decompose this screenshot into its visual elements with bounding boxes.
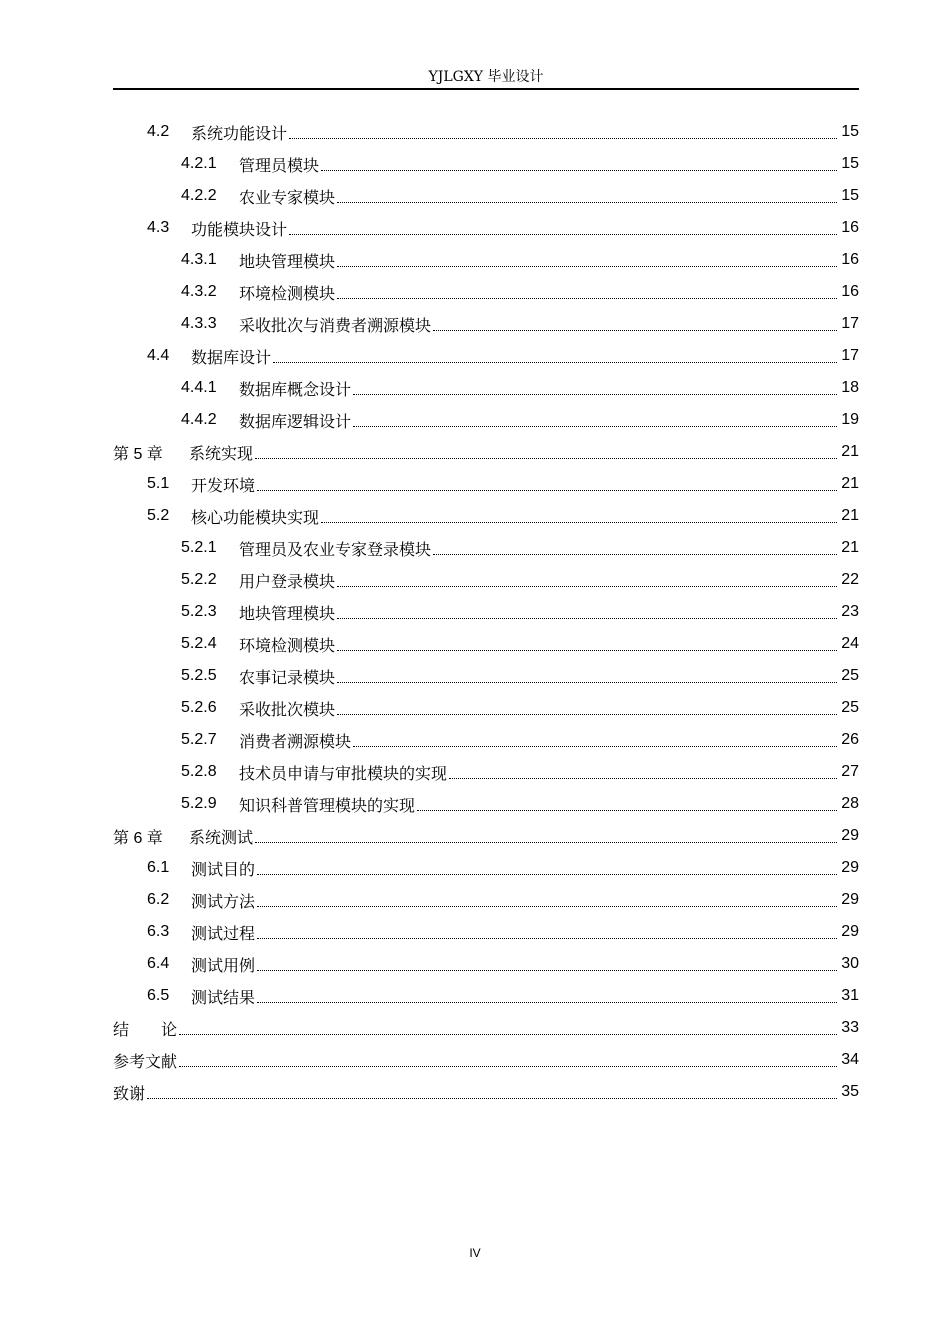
- toc-entry-page: 25: [841, 667, 859, 684]
- toc-entry-page: 17: [841, 347, 859, 364]
- toc-dot-leader: [147, 1098, 837, 1099]
- toc-entry-page: 34: [841, 1051, 859, 1068]
- toc-entry[interactable]: [113, 788, 859, 820]
- toc-entry[interactable]: [113, 244, 859, 276]
- toc-entry[interactable]: [113, 948, 859, 980]
- toc-entry[interactable]: [113, 276, 859, 308]
- page-header: YJLGXY 毕业设计: [113, 66, 859, 90]
- toc-dot-leader: [337, 202, 837, 203]
- toc-dot-leader: [433, 330, 837, 331]
- toc-dot-leader: [337, 650, 837, 651]
- toc-entry-title: 管理员及农业专家登录模块: [239, 539, 432, 559]
- toc-dot-leader: [257, 938, 837, 939]
- toc-entry-page: 33: [841, 1019, 859, 1036]
- toc-entry-number: 5.2.4: [181, 635, 217, 652]
- toc-entry-page: 16: [841, 283, 859, 300]
- toc-entry[interactable]: [113, 1044, 859, 1076]
- toc-entry-title: 系统测试: [189, 827, 254, 847]
- toc-entry-title: 测试目的: [191, 859, 256, 879]
- toc-entry-page: 22: [841, 571, 859, 588]
- toc-dot-leader: [273, 362, 837, 363]
- toc-entry-title: 系统实现: [189, 443, 254, 463]
- toc-entry[interactable]: [113, 468, 859, 500]
- toc-entry[interactable]: [113, 148, 859, 180]
- toc-entry-title: 消费者溯源模块: [239, 731, 352, 751]
- toc-entry-number: 6.2: [147, 891, 170, 908]
- toc-entry-title: 测试方法: [191, 891, 256, 911]
- toc-entry-page: 28: [841, 795, 859, 812]
- toc-entry[interactable]: [113, 660, 859, 692]
- toc-entry-number: 5.2.9: [181, 795, 217, 812]
- toc-entry-number: 5.2.1: [181, 539, 217, 556]
- toc-entry-number: 4.2: [147, 123, 170, 140]
- toc-entry-page: 18: [841, 379, 859, 396]
- toc-entry-title: 参考文献: [113, 1051, 178, 1071]
- toc-entry-page: 15: [841, 187, 859, 204]
- toc-entry-number: 第 5 章: [113, 445, 163, 463]
- toc-entry[interactable]: [113, 916, 859, 948]
- toc-entry-page: 23: [841, 603, 859, 620]
- toc-entry-title: 数据库设计: [191, 347, 272, 367]
- toc-entry-page: 29: [841, 923, 859, 940]
- toc-dot-leader: [449, 778, 837, 779]
- toc-dot-leader: [321, 522, 837, 523]
- toc-dot-leader: [353, 394, 837, 395]
- toc-dot-leader: [257, 874, 837, 875]
- toc-entry[interactable]: [113, 852, 859, 884]
- toc-entry-title: 知识科普管理模块的实现: [239, 795, 416, 815]
- toc-entry-title: 数据库逻辑设计: [239, 411, 352, 431]
- toc-entry-number: 6.1: [147, 859, 170, 876]
- toc-entry-page: 16: [841, 251, 859, 268]
- toc-entry-page: 15: [841, 123, 859, 140]
- toc-entry-title: 地块管理模块: [239, 251, 336, 271]
- toc-dot-leader: [337, 714, 837, 715]
- toc-dot-leader: [179, 1066, 837, 1067]
- toc-entry-title: 环境检测模块: [239, 635, 336, 655]
- toc-entry[interactable]: [113, 532, 859, 564]
- toc-entry-number: 4.3: [147, 219, 170, 236]
- toc-entry[interactable]: [113, 820, 859, 852]
- toc-entry-page: 29: [841, 827, 859, 844]
- toc-entry-number: 4.4.2: [181, 411, 217, 428]
- toc-entry[interactable]: [113, 500, 859, 532]
- toc-dot-leader: [321, 170, 837, 171]
- toc-entry-title: 功能模块设计: [191, 219, 288, 239]
- toc-entry-title: 核心功能模块实现: [191, 507, 320, 527]
- toc-dot-leader: [257, 970, 837, 971]
- toc-entry[interactable]: [113, 692, 859, 724]
- toc-entry-page: 25: [841, 699, 859, 716]
- toc-entry[interactable]: [113, 724, 859, 756]
- toc-entry-title: 技术员申请与审批模块的实现: [239, 763, 448, 783]
- toc-dot-leader: [337, 586, 837, 587]
- toc-dot-leader: [257, 490, 837, 491]
- toc-entry-number: 4.3.1: [181, 251, 217, 268]
- toc-dot-leader: [417, 810, 837, 811]
- toc-dot-leader: [257, 906, 837, 907]
- toc-entry-title: 测试结果: [191, 987, 256, 1007]
- toc-dot-leader: [353, 746, 837, 747]
- toc-entry-number: 4.4.1: [181, 379, 217, 396]
- toc-entry[interactable]: [113, 980, 859, 1012]
- toc-entry-page: 16: [841, 219, 859, 236]
- toc-entry[interactable]: [113, 180, 859, 212]
- toc-entry-title: 结 论: [113, 1019, 178, 1039]
- toc-entry-title: 农业专家模块: [239, 187, 336, 207]
- toc-entry[interactable]: [113, 212, 859, 244]
- toc-dot-leader: [255, 842, 837, 843]
- toc-dot-leader: [353, 426, 837, 427]
- toc-entry-title: 测试用例: [191, 955, 256, 975]
- toc-entry-number: 5.1: [147, 475, 170, 492]
- toc-entry[interactable]: [113, 404, 859, 436]
- toc-dot-leader: [255, 458, 837, 459]
- toc-entry-page: 29: [841, 859, 859, 876]
- toc-entry-page: 17: [841, 315, 859, 332]
- toc-entry-number: 6.5: [147, 987, 170, 1004]
- toc-entry-title: 致谢: [113, 1083, 146, 1103]
- toc-entry-number: 4.2.2: [181, 187, 217, 204]
- toc-entry[interactable]: [113, 596, 859, 628]
- toc-dot-leader: [337, 618, 837, 619]
- toc-entry[interactable]: [113, 436, 859, 468]
- toc-entry-number: 5.2.3: [181, 603, 217, 620]
- toc-entry-number: 4.3.2: [181, 283, 217, 300]
- toc-entry-title: 用户登录模块: [239, 571, 336, 591]
- toc-entry[interactable]: [113, 308, 859, 340]
- toc-dot-leader: [257, 1002, 837, 1003]
- toc-entry[interactable]: [113, 372, 859, 404]
- toc-entry[interactable]: [113, 884, 859, 916]
- toc-entry-page: 21: [841, 443, 859, 460]
- toc-entry-title: 数据库概念设计: [239, 379, 352, 399]
- toc-entry-page: 24: [841, 635, 859, 652]
- toc-entry-title: 管理员模块: [239, 155, 320, 175]
- toc-entry-number: 4.4: [147, 347, 170, 364]
- toc-entry-number: 5.2.5: [181, 667, 217, 684]
- toc-entry[interactable]: [113, 1076, 859, 1108]
- toc-entry-title: 地块管理模块: [239, 603, 336, 623]
- toc-entry[interactable]: [113, 564, 859, 596]
- toc-entry-number: 第 6 章: [113, 829, 163, 847]
- toc-entry-page: 19: [841, 411, 859, 428]
- toc-entry[interactable]: [113, 756, 859, 788]
- toc-dot-leader: [337, 682, 837, 683]
- toc-entry-page: 29: [841, 891, 859, 908]
- toc-entry-number: 4.2.1: [181, 155, 217, 172]
- toc-entry-page: 26: [841, 731, 859, 748]
- toc-entry-title: 农事记录模块: [239, 667, 336, 687]
- toc-entry-title: 采收批次模块: [239, 699, 336, 719]
- toc-entry-page: 15: [841, 155, 859, 172]
- toc-entry-number: 5.2.8: [181, 763, 217, 780]
- toc-entry-page: 31: [841, 987, 859, 1004]
- toc-dot-leader: [337, 298, 837, 299]
- toc-entry-title: 测试过程: [191, 923, 256, 943]
- toc-entry-number: 5.2.6: [181, 699, 217, 716]
- toc-entry-page: 35: [841, 1083, 859, 1100]
- toc-entry-title: 环境检测模块: [239, 283, 336, 303]
- toc-entry-number: 6.4: [147, 955, 170, 972]
- toc-dot-leader: [337, 266, 837, 267]
- toc-dot-leader: [179, 1034, 837, 1035]
- toc-entry-number: 5.2.2: [181, 571, 217, 588]
- toc-dot-leader: [289, 234, 837, 235]
- toc-entry[interactable]: [113, 116, 859, 148]
- toc-entry-number: 5.2.7: [181, 731, 217, 748]
- toc-entry-title: 采收批次与消费者溯源模块: [239, 315, 432, 335]
- toc-entry-page: 21: [841, 507, 859, 524]
- toc-entry[interactable]: [113, 340, 859, 372]
- toc-entry-page: 27: [841, 763, 859, 780]
- toc-entry[interactable]: [113, 1012, 859, 1044]
- toc-entry-title: 系统功能设计: [191, 123, 288, 143]
- toc-entry-title: 开发环境: [191, 475, 256, 495]
- toc-dot-leader: [289, 138, 837, 139]
- table-of-contents: [113, 116, 859, 1108]
- toc-entry[interactable]: [113, 628, 859, 660]
- toc-entry-number: 4.3.3: [181, 315, 217, 332]
- toc-entry-page: 30: [841, 955, 859, 972]
- toc-entry-number: 6.3: [147, 923, 170, 940]
- toc-entry-number: 5.2: [147, 507, 170, 524]
- toc-entry-page: 21: [841, 539, 859, 556]
- toc-dot-leader: [433, 554, 837, 555]
- page-number: IV: [469, 1246, 481, 1260]
- toc-entry-page: 21: [841, 475, 859, 492]
